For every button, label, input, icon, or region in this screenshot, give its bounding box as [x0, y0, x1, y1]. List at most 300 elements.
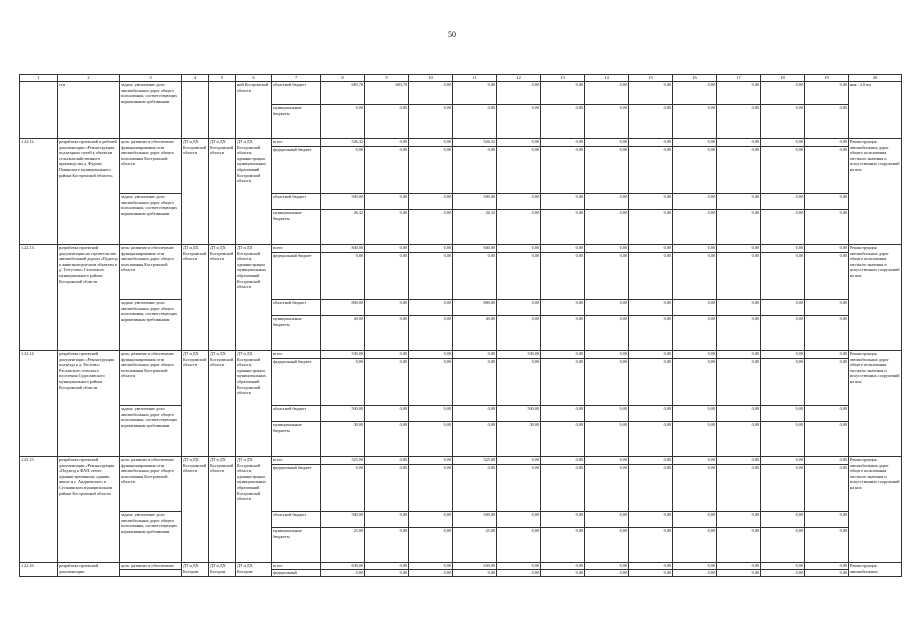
funding-value: 683,70	[365, 82, 409, 105]
funding-source: муниципальные бюджеты	[272, 528, 321, 563]
funding-value: 30,00	[497, 422, 541, 457]
table-row-continuation	[20, 82, 902, 105]
funding-value: 25,00	[453, 528, 497, 563]
funding-value: 0,00	[585, 194, 629, 210]
funding-value: 0,00	[497, 147, 541, 194]
column-header: 15	[629, 75, 673, 82]
funding-value: 0,00	[365, 105, 409, 139]
funding-value: 0,00	[805, 406, 849, 422]
funding-value: 0,00	[673, 563, 717, 570]
column-header: 7	[272, 75, 321, 82]
item-task: задача: увеличение доли автомобильных дорог общего пользования, соответствующих нормативным требованиям	[120, 82, 182, 139]
funding-value: 0,00	[673, 253, 717, 300]
funding-value: 0,00	[717, 139, 761, 147]
funding-value: 0,00	[585, 253, 629, 300]
funding-value: 0,00	[629, 253, 673, 300]
funding-value: 0,00	[321, 147, 365, 194]
funding-value: 0,00	[409, 457, 453, 465]
funding-value: 0,00	[717, 316, 761, 351]
funding-value: 0,00	[761, 422, 805, 457]
item-col5: ДТ и ДХ Костром	[209, 563, 236, 577]
funding-source: федеральный бюджет	[272, 465, 321, 512]
funding-source: всего	[272, 139, 321, 147]
funding-source: федеральный бюджет	[272, 359, 321, 406]
item-col4: ДТ и ДХ Костромской области	[182, 245, 209, 351]
funding-value: 0,00	[409, 351, 453, 359]
funding-value: 530,00	[321, 351, 365, 359]
funding-value: 0,00	[805, 194, 849, 210]
funding-value: 0,00	[497, 465, 541, 512]
funding-value: 0,00	[673, 512, 717, 528]
column-header: 1	[20, 75, 58, 82]
funding-value: 0,00	[585, 512, 629, 528]
table-row-1-22-14	[20, 351, 902, 359]
funding-value: 0,00	[497, 512, 541, 528]
funding-value: 0,00	[453, 406, 497, 422]
funding-value: 0,00	[717, 351, 761, 359]
funding-value: 0,00	[761, 570, 805, 577]
item-goal: цель: развитие и обеспечение функционирования сети автомобильных дорог общего пользования Костромской области	[120, 139, 182, 194]
funding-source: муниципальные бюджеты	[272, 316, 321, 351]
funding-value: 0,00	[717, 253, 761, 300]
item-code: 1.22.12.	[20, 139, 58, 245]
item-col4: ДТ и ДХ Костромской области	[182, 139, 209, 245]
funding-value: 0,00	[497, 570, 541, 577]
funding-value: 0,00	[673, 210, 717, 245]
funding-value: 0,00	[585, 406, 629, 422]
funding-value: 0,00	[321, 359, 365, 406]
funding-value: 0,00	[805, 82, 849, 105]
funding-source: муниципальные бюджеты	[272, 105, 321, 139]
funding-value: 0,00	[585, 457, 629, 465]
funding-value: 0,00	[321, 570, 365, 577]
item-result: Реконструкция автомобильных дорог общего пользования местного значения и искусственных сооружений на них	[849, 139, 902, 245]
funding-value: 0,00	[497, 245, 541, 253]
item-code: 1.22.14.	[20, 351, 58, 457]
funding-value: 0,00	[409, 147, 453, 194]
funding-value: 0,00	[717, 82, 761, 105]
funding-value: 0,00	[673, 351, 717, 359]
funding-source: всего	[272, 351, 321, 359]
item-result: Реконструкция автомобильных	[849, 563, 902, 577]
funding-value: 40,00	[453, 316, 497, 351]
funding-value: 0,00	[365, 300, 409, 316]
table-row-1-22-13	[20, 245, 902, 253]
funding-value: 0,00	[805, 570, 849, 577]
funding-value: 0,00	[761, 139, 805, 147]
funding-value: 0,00	[365, 512, 409, 528]
funding-value: 0,00	[541, 105, 585, 139]
funding-value: 0,00	[673, 139, 717, 147]
funding-value: 630,00	[453, 563, 497, 570]
funding-value: 0,00	[585, 82, 629, 105]
funding-value: 0,00	[541, 528, 585, 563]
page-number: 50	[448, 30, 456, 39]
funding-value: 0,00	[805, 210, 849, 245]
funding-value: 0,00	[541, 194, 585, 210]
funding-value: 0,00	[453, 82, 497, 105]
funding-value: 0,00	[585, 105, 629, 139]
funding-value: 0,00	[541, 82, 585, 105]
funding-value: 0,00	[453, 147, 497, 194]
funding-value: 0,00	[585, 563, 629, 570]
funding-value: 630,00	[321, 563, 365, 570]
table-row-1-22-16	[20, 563, 902, 570]
item-col5	[209, 82, 236, 139]
funding-value: 0,00	[365, 194, 409, 210]
table-row-funding	[20, 300, 902, 316]
column-header: 8	[321, 75, 365, 82]
funding-value: 0,00	[805, 359, 849, 406]
column-header: 4	[182, 75, 209, 82]
funding-value: 0,00	[761, 105, 805, 139]
item-name: разработка проектной документации	[58, 563, 120, 577]
funding-source: всего	[272, 563, 321, 570]
funding-value: 0,00	[585, 351, 629, 359]
item-col6: ДТ и ДХ Костромской области, администрации муниципальных образований Костромской области	[236, 351, 272, 457]
funding-value: 26,32	[453, 210, 497, 245]
item-goal: цель: развитие и обеспечение функционирования сети автомобильных дорог общего пользования Костромской области	[120, 245, 182, 300]
funding-value: 0,00	[629, 528, 673, 563]
funding-value: 0,00	[409, 210, 453, 245]
funding-value: 0,00	[585, 300, 629, 316]
item-col6: ДТ и ДХ Костромской области, администрации муниципальных образований Костромской области	[236, 457, 272, 563]
funding-value: 0,00	[497, 194, 541, 210]
funding-value: 0,00	[365, 457, 409, 465]
funding-value: 0,00	[541, 512, 585, 528]
funding-value: 500,00	[453, 194, 497, 210]
funding-value: 0,00	[541, 300, 585, 316]
funding-value: 0,00	[761, 457, 805, 465]
funding-value: 0,00	[761, 253, 805, 300]
funding-value: 0,00	[585, 570, 629, 577]
funding-value: 0,00	[541, 465, 585, 512]
item-col6: ДТ и ДХ Костромской области, администрации муниципальных образований Костромской области	[236, 139, 272, 245]
funding-value: 0,00	[717, 406, 761, 422]
funding-value: 0,00	[629, 316, 673, 351]
item-code: 1.22.13.	[20, 245, 58, 351]
funding-value: 0,00	[717, 245, 761, 253]
funding-value: 0,00	[585, 147, 629, 194]
item-col6: ДТ и ДХ Костром-	[236, 563, 272, 577]
funding-value: 0,00	[761, 245, 805, 253]
item-name: разработка проектной документации на строительство автомобильной дороги «Подъезд к животноводческим объектам в д. Тетгутово» Галичского муниципального района Костромской области	[58, 245, 120, 351]
funding-value: 0,00	[365, 528, 409, 563]
funding-value: 683,70	[321, 82, 365, 105]
funding-value: 0,00	[497, 139, 541, 147]
funding-value: 0,00	[409, 465, 453, 512]
funding-value: 0,00	[321, 105, 365, 139]
item-code: 1.22.15.	[20, 457, 58, 563]
funding-value: 800,00	[321, 300, 365, 316]
funding-value: 0,00	[673, 245, 717, 253]
funding-value: 0,00	[585, 422, 629, 457]
item-goal: цель: развитие и обеспечение функционирования сети автомобильных дорог общего пользования Костромской области	[120, 457, 182, 512]
item-col4: ДТ и ДХ Костром	[182, 563, 209, 577]
funding-value: 0,00	[541, 422, 585, 457]
funding-value: 0,00	[761, 147, 805, 194]
funding-value: 0,00	[541, 563, 585, 570]
funding-value: 0,00	[629, 194, 673, 210]
funding-value: 0,00	[453, 359, 497, 406]
funding-value: 0,00	[541, 147, 585, 194]
column-header-row	[20, 75, 902, 82]
funding-value: 500,00	[321, 512, 365, 528]
funding-value: 0,00	[805, 563, 849, 570]
funding-value: 0,00	[673, 316, 717, 351]
column-header: 6	[236, 75, 272, 82]
funding-value: 0,00	[541, 210, 585, 245]
column-header: 16	[673, 75, 717, 82]
item-col5: ДТ и ДХ Костромской области	[209, 139, 236, 245]
funding-value: 0,00	[673, 359, 717, 406]
funding-value: 0,00	[629, 406, 673, 422]
funding-value: 0,00	[453, 253, 497, 300]
funding-source: областной бюджет	[272, 194, 321, 210]
column-header: 19	[805, 75, 849, 82]
funding-value: 526,32	[453, 139, 497, 147]
item-col5: ДТ и ДХ Костромской области	[209, 245, 236, 351]
item-col4: ДТ и ДХ Костромской области	[182, 457, 209, 563]
funding-value: 840,00	[453, 245, 497, 253]
funding-value: 0,00	[805, 139, 849, 147]
item-task: задача: увеличение доли автомобильных дорог общего пользования, соответствующих нормативным требованиям	[120, 512, 182, 563]
item-name: разработка проектной документации «Реконструкция «Подъезд к ФАП, почте, административному зданию, школе в с. Андреевское» в Сусанинском муниципальном районе Костромской области	[58, 457, 120, 563]
funding-value: 0,00	[409, 563, 453, 570]
item-name: разработка проектной документации «Реконструкция подъезда к д. Раслово» Раславского сельского поселения Судиславского муниципального района Костромской области	[58, 351, 120, 457]
funding-value: 0,00	[629, 563, 673, 570]
funding-value: 0,00	[497, 528, 541, 563]
funding-value: 0,00	[805, 457, 849, 465]
funding-value: 0,00	[717, 194, 761, 210]
funding-value: 0,00	[761, 316, 805, 351]
funding-value: 526,32	[321, 139, 365, 147]
item-task: задача: увеличение доли автомобильных дорог общего пользования, соответствующих нормативным требованиям	[120, 406, 182, 457]
item-name: разработка проектной и рабочей документации «Реконструкция подъездных путей к объектам сельскохозяйственного производства д. Фурово Павинского муниципального района Костромской области»	[58, 139, 120, 245]
column-header: 14	[585, 75, 629, 82]
funding-value: 0,00	[629, 210, 673, 245]
funding-value: 530,00	[497, 351, 541, 359]
funding-value: 0,00	[629, 465, 673, 512]
funding-value: 0,00	[409, 300, 453, 316]
funding-value: 0,00	[673, 457, 717, 465]
funding-value: 0,00	[365, 253, 409, 300]
funding-value: 0,00	[805, 105, 849, 139]
funding-source: всего	[272, 457, 321, 465]
funding-value: 0,00	[409, 253, 453, 300]
funding-value: 0,00	[629, 82, 673, 105]
table-row-funding	[20, 570, 902, 577]
funding-value: 0,00	[673, 147, 717, 194]
funding-value: 0,00	[585, 245, 629, 253]
funding-value: 0,00	[761, 210, 805, 245]
funding-value: 0,00	[365, 359, 409, 406]
table-row-funding	[20, 512, 902, 528]
funding-value: 0,00	[365, 422, 409, 457]
funding-value: 0,00	[497, 563, 541, 570]
column-header: 11	[453, 75, 497, 82]
funding-value: 0,00	[365, 245, 409, 253]
funding-value: 500,00	[497, 406, 541, 422]
funding-value: 0,00	[585, 316, 629, 351]
funding-value: 0,00	[365, 139, 409, 147]
funding-value: 0,00	[585, 210, 629, 245]
funding-value: 0,00	[497, 82, 541, 105]
funding-source: муниципальные бюджеты	[272, 422, 321, 457]
funding-value: 0,00	[585, 139, 629, 147]
funding-value: 0,00	[629, 139, 673, 147]
funding-value: 0,00	[453, 465, 497, 512]
funding-value: 0,00	[717, 465, 761, 512]
funding-value: 0,00	[409, 570, 453, 577]
item-col5: ДТ и ДХ Костромской области	[209, 457, 236, 563]
funding-value: 0,00	[585, 465, 629, 512]
column-header: 18	[761, 75, 805, 82]
funding-value: 0,00	[717, 570, 761, 577]
item-code	[20, 82, 58, 139]
column-header: 17	[717, 75, 761, 82]
funding-value: 0,00	[717, 528, 761, 563]
funding-value: 0,00	[761, 563, 805, 570]
funding-value: 0,00	[497, 457, 541, 465]
table-row-funding	[20, 194, 902, 210]
funding-value: 0,00	[453, 422, 497, 457]
funding-value: 0,00	[409, 82, 453, 105]
funding-value: 0,00	[629, 570, 673, 577]
funding-value: 0,00	[761, 406, 805, 422]
funding-value: 0,00	[673, 300, 717, 316]
table-row-funding	[20, 406, 902, 422]
item-name: сти	[58, 82, 120, 139]
funding-value: 0,00	[409, 139, 453, 147]
item-col5: ДТ и ДХ Костромской области	[209, 351, 236, 457]
funding-value: 0,00	[541, 139, 585, 147]
funding-value: 0,00	[497, 316, 541, 351]
column-header: 5	[209, 75, 236, 82]
funding-value: 0,00	[805, 528, 849, 563]
program-table	[19, 74, 902, 577]
funding-value: 0,00	[409, 406, 453, 422]
funding-value: 0,00	[761, 359, 805, 406]
funding-value: 0,00	[541, 245, 585, 253]
column-header: 20	[849, 75, 902, 82]
funding-value: 0,00	[365, 147, 409, 194]
funding-value: 0,00	[585, 528, 629, 563]
funding-value: 26,32	[321, 210, 365, 245]
funding-source: муниципальные бюджеты	[272, 210, 321, 245]
funding-value: 0,00	[497, 300, 541, 316]
column-header: 3	[120, 75, 182, 82]
item-col6: ДТ и ДХ Костромской области, администрации муниципальных образований Костромской области	[236, 245, 272, 351]
funding-value: 0,00	[717, 105, 761, 139]
item-result: Реконструкция автомобильных дорог общего пользования местного значения и искусственных сооружений на них	[849, 245, 902, 351]
item-result: Реконструкция автомобильных дорог общего пользования местного значения и искусственных сооружений на них	[849, 457, 902, 563]
funding-value: 0,00	[497, 253, 541, 300]
item-task: задача: увеличение доли автомобильных дорог общего пользования, соответствующих нормативным требованиям	[120, 300, 182, 351]
funding-value: 0,00	[673, 465, 717, 512]
funding-source: всего	[272, 245, 321, 253]
funding-value: 0,00	[805, 512, 849, 528]
funding-value: 0,00	[673, 105, 717, 139]
funding-value: 0,00	[409, 512, 453, 528]
funding-value: 0,00	[805, 245, 849, 253]
funding-value: 0,00	[761, 351, 805, 359]
funding-source: областной бюджет	[272, 82, 321, 105]
funding-value: 40,00	[321, 316, 365, 351]
funding-value: 0,00	[321, 253, 365, 300]
funding-value: 0,00	[497, 359, 541, 406]
funding-value: 0,00	[805, 147, 849, 194]
funding-value: 0,00	[673, 406, 717, 422]
funding-value: 0,00	[629, 512, 673, 528]
item-goal: цель: развитие и обеспечение функционирования сети автомобильных дорог общего пользования Костромской области	[120, 351, 182, 406]
funding-value: 0,00	[541, 253, 585, 300]
funding-value: 0,00	[453, 351, 497, 359]
funding-value: 0,00	[629, 245, 673, 253]
funding-value: 525,00	[453, 457, 497, 465]
funding-value: 30,00	[321, 422, 365, 457]
funding-value: 0,00	[673, 194, 717, 210]
funding-value: 0,00	[761, 194, 805, 210]
funding-value: 0,00	[541, 406, 585, 422]
funding-value: 0,00	[805, 422, 849, 457]
funding-value: 25,00	[321, 528, 365, 563]
funding-value: 0,00	[365, 406, 409, 422]
funding-value: 0,00	[321, 465, 365, 512]
funding-value: 500,00	[321, 194, 365, 210]
funding-value: 0,00	[673, 82, 717, 105]
funding-value: 0,00	[761, 82, 805, 105]
funding-value: 0,00	[629, 105, 673, 139]
funding-value: 0,00	[629, 359, 673, 406]
funding-value: 0,00	[409, 105, 453, 139]
funding-value: 0,00	[497, 210, 541, 245]
funding-value: 0,00	[673, 528, 717, 563]
item-result: ния - 2,0 км	[849, 82, 902, 139]
funding-source: областной бюджет	[272, 300, 321, 316]
funding-value: 525,00	[321, 457, 365, 465]
funding-value: 0,00	[409, 245, 453, 253]
funding-value: 0,00	[673, 422, 717, 457]
funding-value: 0,00	[541, 351, 585, 359]
funding-value: 800,00	[453, 300, 497, 316]
funding-value: 0,00	[805, 316, 849, 351]
funding-value: 0,00	[761, 512, 805, 528]
funding-value: 0,00	[717, 563, 761, 570]
funding-value: 0,00	[717, 512, 761, 528]
funding-value: 0,00	[805, 253, 849, 300]
funding-value: 0,00	[629, 351, 673, 359]
item-code: 1.22.16.	[20, 563, 58, 577]
funding-value: 0,00	[365, 316, 409, 351]
funding-value: 0,00	[409, 316, 453, 351]
funding-source: федеральный	[272, 570, 321, 577]
funding-value: 0,00	[409, 422, 453, 457]
funding-source: федеральный бюджет	[272, 253, 321, 300]
item-goal: цель: развитие и обеспечение	[120, 563, 182, 570]
funding-value: 0,00	[365, 563, 409, 570]
funding-value: 0,00	[365, 465, 409, 512]
item-col4	[182, 82, 209, 139]
item-result: Реконструкция автомобильных дорог общего пользования местного значения и искусственных сооружений на них	[849, 351, 902, 457]
funding-value: 500,00	[453, 512, 497, 528]
funding-value: 0,00	[541, 359, 585, 406]
funding-value: 0,00	[409, 528, 453, 563]
funding-value: 0,00	[805, 300, 849, 316]
funding-value: 0,00	[717, 147, 761, 194]
funding-source: областной бюджет	[272, 512, 321, 528]
funding-value: 0,00	[409, 359, 453, 406]
